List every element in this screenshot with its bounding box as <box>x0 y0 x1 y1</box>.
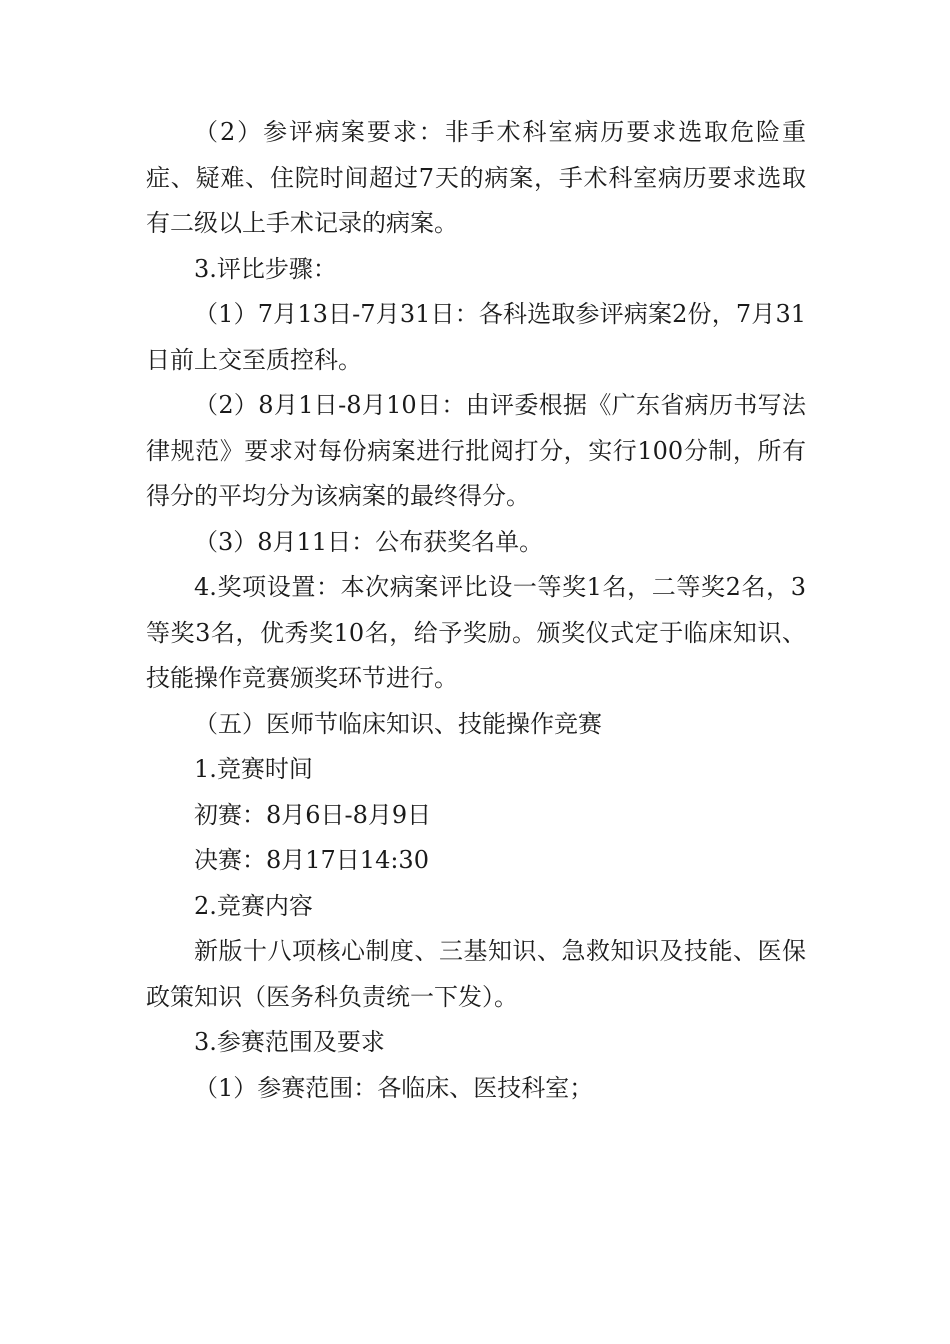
paragraph-evaluation-steps-heading: 3.评比步骤： <box>194 254 337 283</box>
paragraph-step-2: （2）8月1日-8月10日：由评委根据《广东省病历书写法律规范》要求对每份病案进行批阅打分，实行100分制，所有得分的平均分为该病案的最终得分。 <box>146 391 806 510</box>
section-heading-competition: （五）医师节临床知识、技能操作竞赛 <box>194 709 602 738</box>
paragraph-case-requirements: （2）参评病案要求：非手术科室病历要求选取危险重症、疑难、住院时间超过7天的病案，手术科室病历要求选取有二级以上手术记录的病案。 <box>146 118 806 237</box>
paragraph-awards: 4.奖项设置：本次病案评比设一等奖1名，二等奖2名，3等奖3名，优秀奖10名，给予奖励。颁奖仪式定于临床知识、技能操作竞赛颁奖环节进行。 <box>146 573 806 692</box>
paragraph-preliminary: 初赛：8月6日-8月9日 <box>194 800 432 829</box>
document-body <box>146 110 806 1111</box>
paragraph-step-1: （1）7月13日-7月31日：各科选取参评病案2份，7月31日前上交至质控科。 <box>146 300 806 374</box>
paragraph-step-3: （3）8月11日：公布获奖名单。 <box>194 527 544 556</box>
paragraph-final: 决赛：8月17日14:30 <box>194 846 429 874</box>
paragraph-scope-heading: 3.参赛范围及要求 <box>194 1028 385 1056</box>
paragraph-competition-content: 新版十八项核心制度、三基知识、急救知识及技能、医保政策知识（医务科负责统一下发）。 <box>146 937 806 1011</box>
paragraph-competition-content-heading: 2.竞赛内容 <box>194 891 313 920</box>
paragraph-scope: （1）参赛范围：各临床、医技科室； <box>194 1073 594 1102</box>
paragraph-competition-time-heading: 1.竞赛时间 <box>194 755 313 783</box>
